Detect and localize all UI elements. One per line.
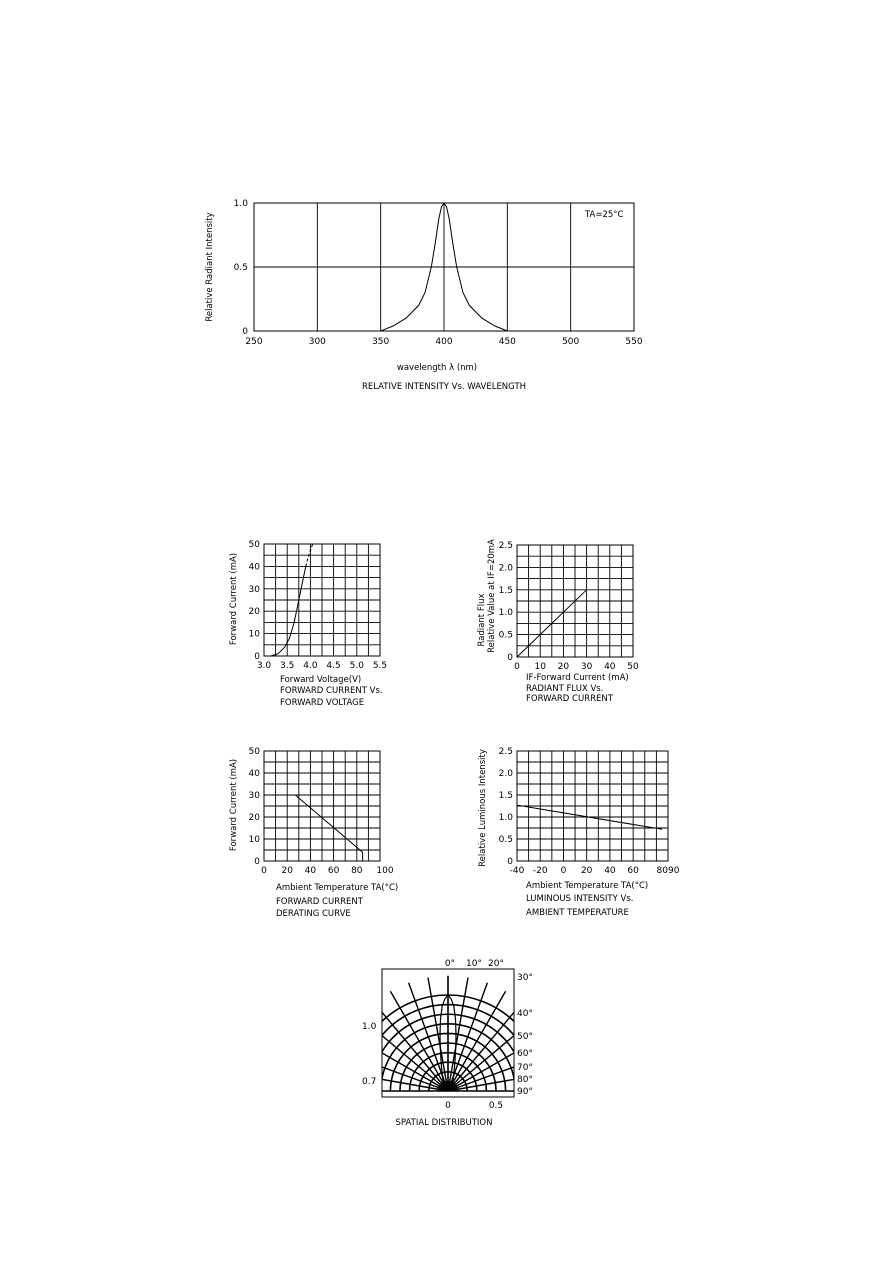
y-tick-label: 10: [248, 835, 260, 845]
angle-label: 0°: [444, 959, 456, 969]
x-tick-label: 4.5: [326, 661, 341, 671]
x-tick-label: 80: [351, 866, 363, 876]
x-tick-label: 10: [534, 662, 546, 672]
y-tick-labels: [499, 747, 514, 867]
y-tick-label: 1.5: [498, 791, 513, 801]
chart-title-line-2: FORWARD VOLTAGE: [280, 698, 365, 708]
x-tick-label: 350: [372, 337, 390, 347]
y-tick-label: 0.5: [498, 630, 513, 641]
angle-label: 80°: [517, 1075, 533, 1085]
y-tick-label: 1.0: [233, 199, 248, 209]
x-tick-label: 5.0: [349, 661, 364, 671]
chart-luminous-temperature: [478, 747, 680, 918]
y-tick-label: 30: [248, 791, 260, 801]
x-tick-label: 100: [376, 866, 394, 876]
angle-label: 90°: [517, 1087, 533, 1097]
x-tick-labels: [261, 866, 394, 876]
angle-label: 70°: [517, 1063, 533, 1073]
y-axis-label: Forward Current (mA): [229, 552, 239, 646]
x-tick-label: 3.5: [280, 661, 295, 671]
chart-title-line-2: AMBIENT TEMPERATURE: [526, 908, 629, 918]
chart-title-line-1: LUMINOUS INTENSITY Vs.: [526, 894, 634, 904]
y-tick-label: 1.0: [498, 813, 513, 823]
x-tick-label: 0: [261, 866, 267, 876]
y-tick-label: 2.0: [498, 769, 513, 779]
y-tick-label: 2.5: [498, 541, 513, 551]
y-axis-label-line-1: Radiant Flux: [477, 593, 487, 647]
radial-label-0: 0: [445, 1101, 451, 1111]
x-tick-label: 30: [580, 662, 593, 672]
x-tick-label: 40: [604, 866, 616, 876]
y-tick-label: 50: [248, 540, 260, 550]
x-tick-label: 60: [327, 866, 340, 876]
y-tick-label: 0: [507, 653, 513, 663]
y-tick-label: 40: [248, 562, 260, 573]
y-tick-label: 0: [254, 857, 260, 867]
y-tick-label: 0: [254, 652, 260, 662]
grid: [254, 203, 634, 331]
x-tick-label: 8090: [656, 866, 680, 876]
y-tick-labels: [234, 199, 249, 337]
angle-label: 30°: [517, 973, 533, 983]
x-tick-label: 5.5: [372, 661, 388, 671]
y-tick-label: 0.5: [498, 835, 513, 845]
x-tick-label: 500: [562, 337, 580, 347]
x-tick-label: 550: [625, 337, 643, 347]
x-axis-label: IF-Forward Current (mA): [526, 673, 629, 683]
x-tick-label: 60: [627, 866, 639, 876]
angle-label: 50°: [517, 1032, 533, 1042]
x-tick-label: 300: [308, 337, 326, 347]
x-axis-label: wavelength λ (nm): [396, 363, 478, 373]
chart-title-line-2: DERATING CURVE: [276, 909, 351, 919]
grid: [264, 544, 380, 656]
angle-label: 20°: [488, 959, 504, 969]
chart-derating-curve: [229, 747, 398, 919]
chart-radiant-flux-current: [477, 539, 639, 704]
grid: [517, 751, 668, 861]
angle-label: 40°: [517, 1009, 533, 1019]
x-tick-label: 20: [580, 866, 593, 876]
radial-label-0-5: 0.5: [488, 1101, 504, 1111]
y-tick-label: 2.0: [498, 563, 513, 574]
x-tick-labels: [245, 337, 642, 347]
y-tick-label: 2.5: [498, 747, 513, 757]
x-tick-label: -20: [532, 866, 548, 876]
chart-title-line-1: FORWARD CURRENT: [276, 897, 363, 907]
x-tick-label: 450: [498, 337, 516, 347]
y-axis-label: Forward Current (mA): [229, 758, 239, 852]
y-tick-label: 1.0: [498, 608, 513, 619]
x-tick-label: 400: [435, 337, 453, 347]
chart-title-line-1: FORWARD CURRENT Vs.: [280, 686, 383, 696]
x-tick-label: 250: [245, 337, 263, 347]
x-axis-label: Ambient Temperature TA(°C): [526, 881, 649, 891]
x-tick-label: -40: [509, 866, 525, 876]
y-tick-label: 1.5: [498, 585, 513, 596]
x-tick-labels: [257, 661, 387, 671]
angle-label: 60°: [517, 1049, 533, 1059]
x-tick-labels: [510, 866, 680, 876]
chart-title: RELATIVE INTENSITY Vs. WAVELENGTH: [361, 382, 527, 392]
y-tick-label: 0: [242, 327, 248, 337]
y-tick-label: 10: [248, 629, 260, 640]
y-tick-label: 50: [248, 747, 260, 757]
y-axis-label: Relative Radiant Intensity: [205, 212, 215, 322]
x-tick-label: 3.0: [256, 661, 272, 671]
x-tick-label: 40: [604, 662, 616, 672]
y-tick-labels: [249, 747, 261, 867]
y-tick-label: 0: [507, 857, 513, 867]
x-tick-label: 0: [514, 662, 520, 672]
x-tick-label: 20: [281, 866, 293, 876]
y-tick-labels: [499, 541, 514, 663]
y-tick-labels: [249, 540, 261, 662]
radial-label-0-7: 0.7: [362, 1077, 377, 1087]
y-tick-label: 0.5: [233, 263, 248, 273]
y-axis-label: Relative Luminous Intensity: [478, 749, 488, 867]
chart-forward-current-voltage: [229, 540, 387, 708]
chart-title-line-2: FORWARD CURRENT: [526, 694, 613, 704]
x-tick-label: 4.0: [303, 661, 318, 671]
grid: [264, 751, 380, 861]
y-axis-label-line-2: Relative Value at IF=20mA: [487, 539, 497, 653]
y-tick-label: 20: [248, 607, 260, 618]
x-axis-label: Ambient Temperature TA(°C): [276, 883, 399, 893]
chart-title: SPATIAL DISTRIBUTION: [395, 1118, 493, 1128]
x-tick-label: 50: [627, 662, 639, 672]
x-tick-label: 20: [557, 662, 570, 672]
chart-spatial-distribution: [333, 959, 563, 1128]
radial-label-1-0: 1.0: [362, 1022, 377, 1032]
y-tick-label: 20: [248, 813, 260, 823]
chart-title-line-1: RADIANT FLUX Vs.: [526, 684, 604, 694]
y-tick-label: 40: [248, 769, 260, 779]
x-axis-label: Forward Voltage(V): [280, 675, 362, 685]
angle-label: 10°: [466, 959, 482, 969]
annotation-ta: TA=25°C: [585, 210, 624, 220]
x-tick-label: 40: [304, 866, 317, 876]
chart-wavelength: [205, 199, 643, 392]
y-tick-label: 30: [248, 584, 260, 595]
x-tick-label: 0: [560, 866, 567, 876]
x-tick-labels: [514, 662, 639, 672]
